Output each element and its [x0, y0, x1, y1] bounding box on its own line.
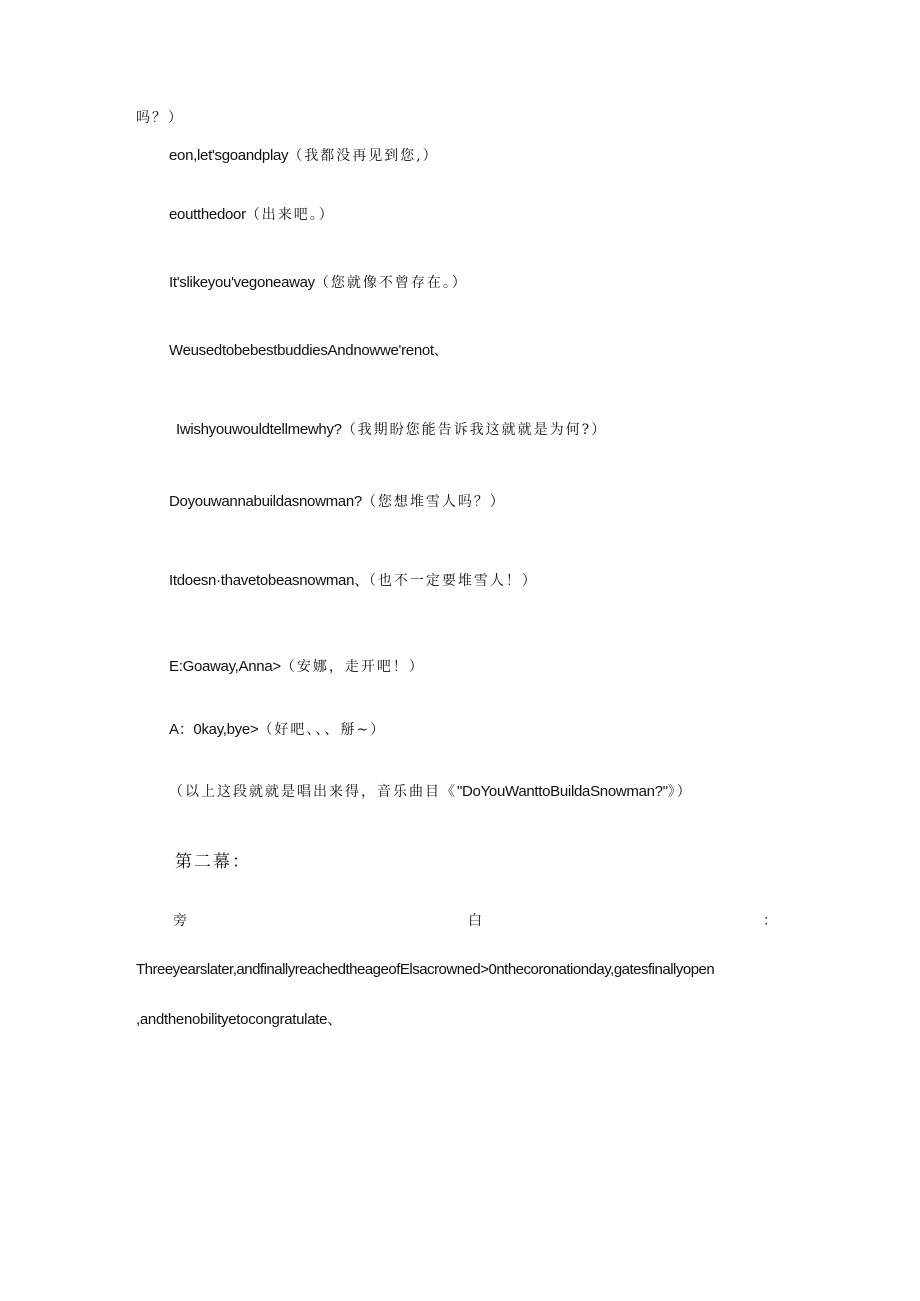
- line-3: [169, 273, 468, 293]
- line-10-cn-a: （以上这段就就是唱出来得，音乐曲目《: [169, 784, 457, 800]
- line-8: [169, 657, 425, 677]
- line-7-en: Itdoesn·thavetobeasnowman、: [169, 572, 369, 589]
- line-1-cn: （我都没再见到您,）: [288, 148, 439, 164]
- narrator-char-1: 旁: [173, 913, 187, 929]
- line-5-en: Iwishyouwouldtellmewhy?: [176, 421, 342, 438]
- line-1: [169, 146, 439, 166]
- line-8-cn: （安娜，走开吧！）: [280, 659, 425, 675]
- line-8-en: E:Goaway,Anna>: [169, 658, 281, 675]
- line-3-en: It'slikeyou'vegoneaway: [169, 274, 315, 291]
- line-6-cn: （您想堆雪人吗？）: [361, 494, 506, 510]
- line-6-en: Doyouwannabuildasnowman?: [169, 493, 362, 510]
- line-0-cn: 吗？）: [136, 110, 184, 126]
- line-10-song-title: "DoYouWanttoBuildaSnowman?": [457, 783, 668, 800]
- line-4-cn: 、: [433, 343, 450, 359]
- line-7: [169, 571, 538, 591]
- line-3-cn: （您就像不曾存在。）: [314, 275, 468, 291]
- line-7-cn: （也不一定要堆雪人！）: [368, 573, 538, 589]
- paragraph-line-2: ,andthenobilityetocongratulate、: [136, 1011, 342, 1028]
- line-2-en: eoutthedoor: [169, 206, 246, 223]
- line-2: [169, 205, 335, 225]
- line-2-cn: （出来吧。）: [245, 207, 335, 223]
- line-9-cn: （好吧、、、掰~）: [258, 722, 387, 738]
- line-10: [169, 782, 693, 802]
- line-5-cn: （我期盼您能告诉我这就就是为何?）: [341, 422, 608, 438]
- paragraph-line-1: Threeyearslater,andfinallyreachedtheageofElsacrowned>0nthecoronationday,gatesfinallyopen: [136, 961, 715, 978]
- line-0: [136, 108, 184, 128]
- line-4-en: WeusedtobebestbuddiesAndnowwe'renot: [169, 342, 434, 359]
- line-10-cn-b: 》）: [667, 784, 693, 800]
- line-9-en: A：0kay,bye>: [169, 721, 259, 738]
- line-4: [169, 341, 450, 361]
- act-heading: 第二幕：: [175, 852, 251, 872]
- narrator-char-2: 白: [468, 913, 482, 929]
- line-5: [176, 420, 607, 440]
- line-1-en: eon,let'sgoandplay: [169, 147, 289, 164]
- line-9: [169, 720, 386, 740]
- line-6: [169, 492, 506, 512]
- narrator-label: [173, 910, 777, 932]
- narrator-colon: ：: [763, 913, 777, 929]
